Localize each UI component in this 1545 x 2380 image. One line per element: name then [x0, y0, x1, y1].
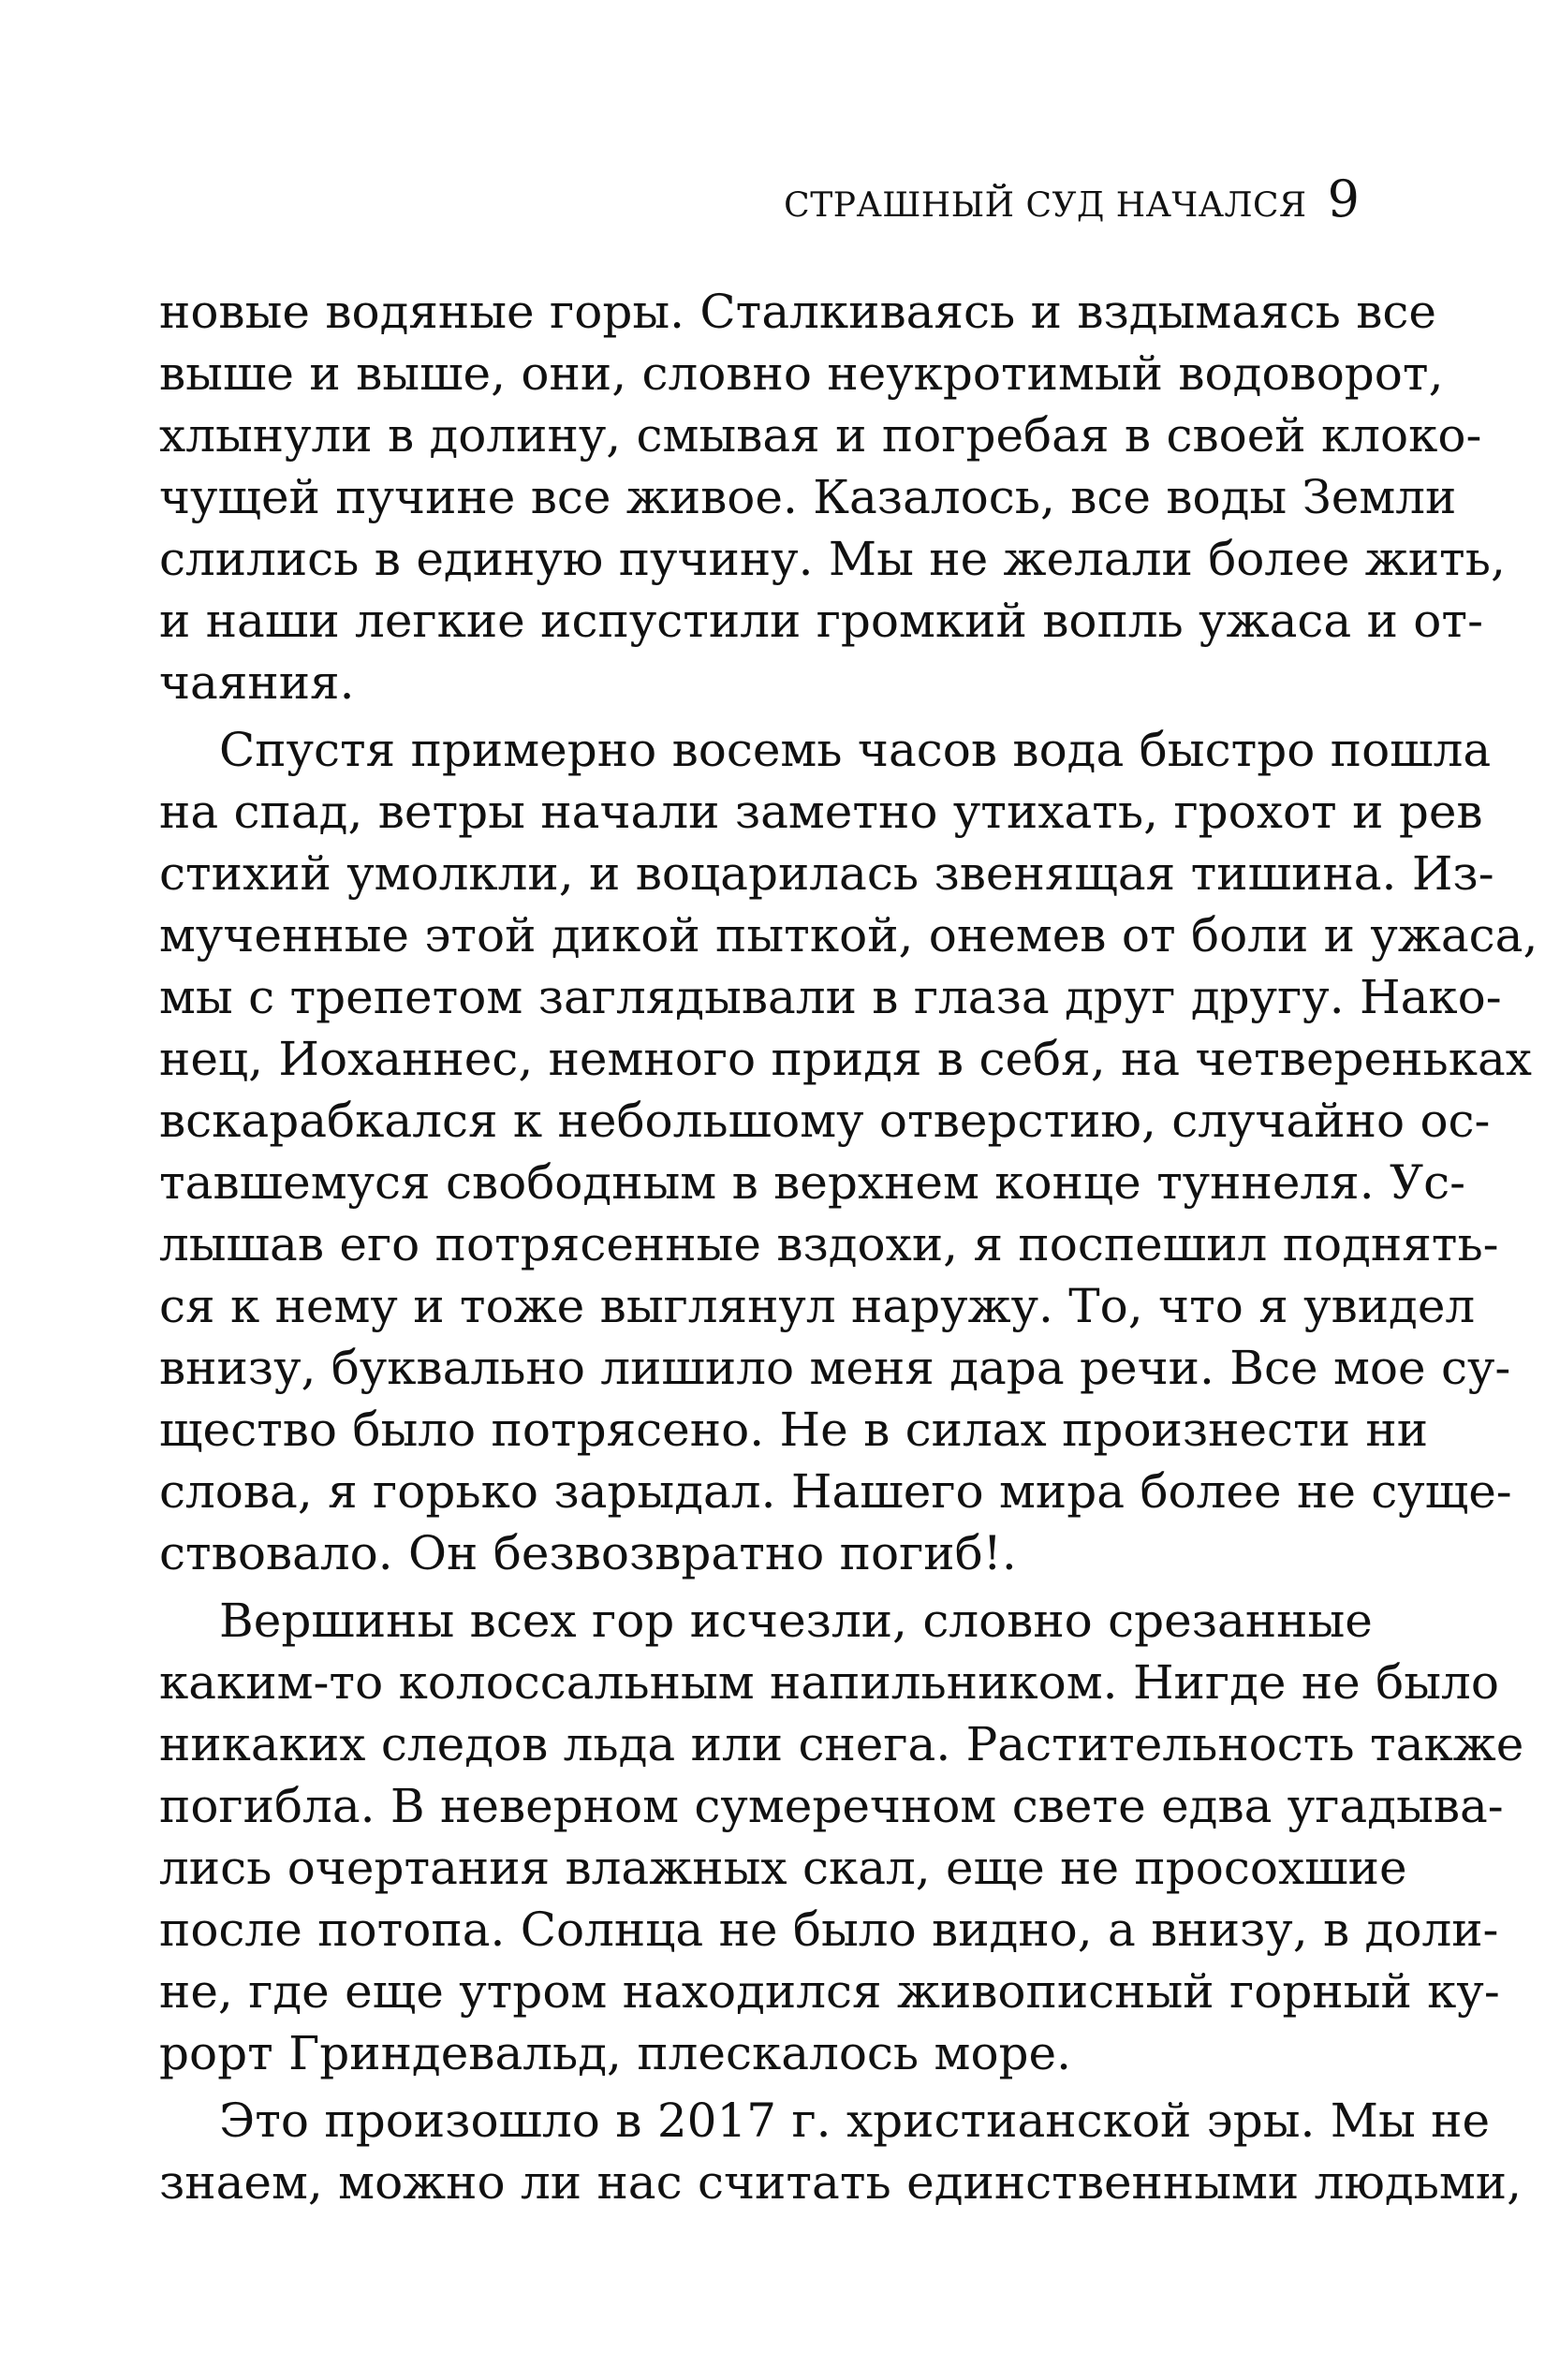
running-head — [784, 169, 1360, 228]
text-line: чущей пучине все живое. Казалось, все воды Земли — [159, 470, 1457, 524]
paragraph-3 — [159, 1590, 1524, 2084]
paragraph-4 — [159, 2090, 1523, 2213]
paragraph-2 — [159, 719, 1538, 1584]
paragraph-1 — [159, 281, 1506, 713]
body-text — [159, 281, 1538, 2213]
text-line: стихий умолкли, и воцарилась звенящая тишина. Из- — [159, 846, 1494, 901]
running-title: СТРАШНЫЙ СУД НАЧАЛСЯ — [784, 186, 1307, 225]
text-line: внизу, буквально лишило меня дара речи. Все мое су- — [159, 1341, 1511, 1395]
text-line: слились в единую пучину. Мы не желали более жить, — [159, 532, 1506, 586]
text-line: ся к нему и тоже выглянул наружу. То, что я увидел — [159, 1279, 1476, 1333]
text-line: новые водяные горы. Сталкиваясь и вздымаясь все — [159, 285, 1436, 339]
text-line: ствовало. Он безвозвратно погиб!. — [159, 1526, 1017, 1580]
text-line: каким-то колоссальным напильником. Нигде не было — [159, 1655, 1499, 1710]
text-line: чаяния. — [159, 655, 355, 710]
text-line: Спустя примерно восемь часов вода быстро пошла — [219, 723, 1492, 777]
text-line: никаких следов льда или снега. Растительность также — [159, 1717, 1524, 1771]
text-line: мученные этой дикой пыткой, онемев от боли и ужаса, — [159, 908, 1538, 962]
text-line: Вершины всех гор исчезли, словно срезанные — [219, 1594, 1373, 1648]
text-line: хлынули в долину, смывая и погребая в своей клоко- — [159, 408, 1482, 463]
text-line: слова, я горько зарыдал. Нашего мира более не суще- — [159, 1464, 1512, 1519]
text-line: рорт Гриндевальд, плескалось море. — [159, 2026, 1072, 2080]
text-line: щество было потрясено. Не в силах произнести ни — [159, 1403, 1429, 1457]
text-line: лышав его потрясенные вздохи, я поспешил поднять- — [159, 1217, 1499, 1271]
text-line: нец, Иоханнес, немного придя в себя, на четвереньках — [159, 1032, 1532, 1086]
page-number: 9 — [1327, 169, 1360, 228]
text-line: и наши легкие испустили громкий вопль ужаса и от- — [159, 594, 1483, 648]
text-line: после потопа. Солнца не было видно, а внизу, в доли- — [159, 1903, 1499, 1957]
text-line: тавшемуся свободным в верхнем конце туннеля. Ус- — [159, 1155, 1466, 1210]
text-line: знаем, можно ли нас считать единственными людьми, — [159, 2155, 1523, 2210]
text-line: погибла. В неверном сумеречном свете едва угадыва- — [159, 1779, 1504, 1833]
text-line: Это произошло в 2017 г. христианской эры. Мы не — [219, 2094, 1491, 2148]
text-line: не, где еще утром находился живописный горный ку- — [159, 1964, 1500, 2019]
text-line: мы с трепетом заглядывали в глаза друг другу. Нако- — [159, 970, 1502, 1024]
text-line: вскарабкался к небольшому отверстию, случайно ос- — [159, 1094, 1491, 1148]
text-line: выше и выше, они, словно неукротимый водоворот, — [159, 346, 1444, 401]
text-line: лись очертания влажных скал, еще не просохшие — [159, 1841, 1407, 1895]
text-line: на спад, ветры начали заметно утихать, грохот и рев — [159, 785, 1483, 839]
